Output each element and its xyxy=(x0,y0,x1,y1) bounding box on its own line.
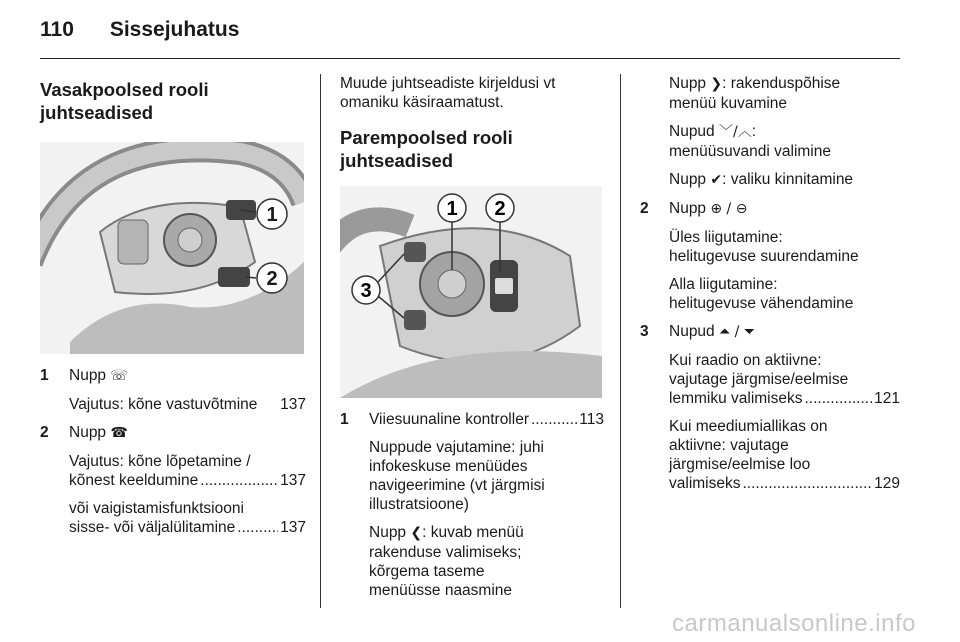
page-number: 110 xyxy=(40,18,74,41)
chevron-up-down-icon: ﹀/︿ xyxy=(719,124,752,140)
middle-para-1: Nuppude vajutamine: juhi infokeskuse menüüdes navigeerimine (vt järgmisi illustratsioone) xyxy=(369,439,545,513)
middle-para-2: Nupp ❮: kuvab menüü rakenduse valimiseks; kõrgema taseme menüüsse naasmine xyxy=(369,524,524,599)
page-ref: 137 xyxy=(280,396,306,413)
chevron-right-icon: ❯ xyxy=(710,76,723,92)
left-item-1-ref: Vajutus: kõne vastuvõtmine 137 xyxy=(69,396,306,413)
left-item-2-desc-1: Vajutus: kõne lõpetamine / kõnest keeldumine ..... 137 xyxy=(40,452,306,490)
right-figure-callout-2: 2 xyxy=(494,198,506,220)
left-heading: Vasakpoolsed rooli juhtseadised xyxy=(40,79,209,123)
right-item-2: 2 Nupp ⊕ / ⊖ xyxy=(640,200,748,217)
left-steering-controls-figure xyxy=(40,142,304,354)
left-figure-callout-1: 1 xyxy=(266,204,278,226)
middle-item-1: 1 Viiesuunaline kontroller ..... 113 xyxy=(340,410,604,429)
middle-intro: Muude juhtseadiste kirjeldusi vt omaniku käsiraamatust. xyxy=(340,75,556,111)
phone-answer-icon: ☏ xyxy=(110,368,128,384)
left-figure-callout-2: 2 xyxy=(266,268,278,290)
media-desc: Kui meediumiallikas on aktiivne: vajutage järgmise/eelmise loo valimiseks ..... 129 xyxy=(640,417,900,493)
page-ref: 121 xyxy=(874,390,900,407)
volume-down-desc: Alla liigutamine: helitugevuse vähendamine xyxy=(669,276,854,312)
right-para-1: Nupp ❯: rakenduspõhise menüü kuvamine xyxy=(669,75,841,112)
right-figure-callout-1: 1 xyxy=(446,198,458,220)
chevron-left-icon: ❮ xyxy=(410,525,423,541)
page-ref: 137 xyxy=(280,519,306,536)
page-ref: 137 xyxy=(280,472,306,489)
page-title: Sissejuhatus xyxy=(109,18,240,41)
right-steering-controls-figure xyxy=(340,186,602,398)
watermark: carmanualsonline.info xyxy=(672,610,916,637)
middle-heading: Parempoolsed rooli juhtseadised xyxy=(340,127,513,171)
page-ref: 113 xyxy=(579,411,604,428)
column-divider-1 xyxy=(320,74,321,608)
left-item-2-desc-2: või vaigistamisfunktsiooni sisse- või väljalülitamine ..... 137 xyxy=(40,499,306,537)
header-rule xyxy=(40,58,900,59)
right-para-2: Nupud ﹀/︿: menüüsuvandi valimine xyxy=(669,123,831,160)
page-ref: 129 xyxy=(874,475,900,492)
right-para-3: Nupp ✔: valiku kinnitamine xyxy=(669,171,854,188)
right-item-3: 3 Nupud ⏶ / ⏷ xyxy=(640,323,756,340)
middle-column xyxy=(340,74,604,609)
right-figure-callout-3: 3 xyxy=(360,280,372,302)
seek-next-prev-icon: ⏶ / ⏷ xyxy=(719,324,756,340)
phone-hangup-icon: ☎ xyxy=(110,425,128,441)
right-column xyxy=(640,74,900,502)
volume-up-down-icon: ⊕ / ⊖ xyxy=(710,201,748,217)
volume-up-desc: Üles liigutamine: helitugevuse suurendamine xyxy=(669,229,859,265)
column-divider-2 xyxy=(620,74,621,608)
radio-desc: Kui raadio on aktiivne: vajutage järgmise/eelmise lemmiku valimiseks ..... 121 xyxy=(640,351,900,408)
left-column xyxy=(40,74,306,546)
page-header xyxy=(40,18,239,42)
checkmark-icon: ✔ xyxy=(710,172,723,188)
left-item-2: 2 Nupp ☎ xyxy=(40,424,128,441)
left-item-1: 1 Nupp ☏ xyxy=(40,367,128,384)
